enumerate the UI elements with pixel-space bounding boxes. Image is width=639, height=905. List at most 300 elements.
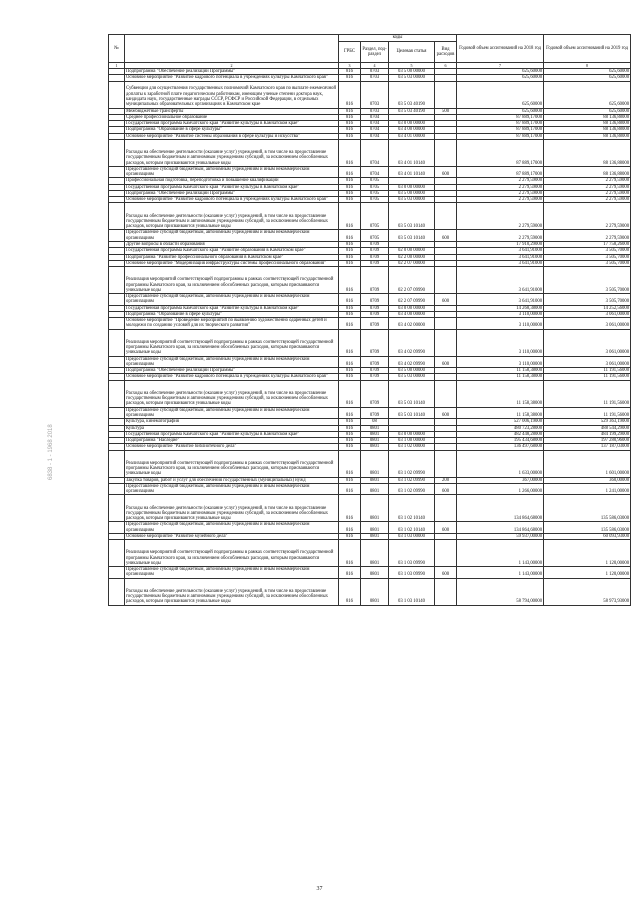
cell-grbs: 816 <box>339 81 361 108</box>
cell-section: 0801 <box>361 444 389 450</box>
cell-volume-2018: 3 641,91000 <box>457 260 544 266</box>
cell-section: 0709 <box>361 294 389 306</box>
column-number: 1 <box>109 63 125 69</box>
cell-name: Основное мероприятие "Развитие музейного дела" <box>125 533 339 539</box>
cell-section: 0705 <box>361 178 389 184</box>
cell-expense-type <box>435 450 457 477</box>
cell-grbs: 816 <box>339 533 361 539</box>
cell-section: 0709 <box>361 267 389 294</box>
table-row <box>109 203 631 230</box>
cell-volume-2019: 3 061,00000 <box>544 329 631 356</box>
cell-grbs: 816 <box>339 578 361 605</box>
column-number: 5 <box>389 63 435 69</box>
cell-target-item: 03 1 03 10140 <box>389 578 435 605</box>
cell-target-item: 02 2 07 00000 <box>389 260 435 266</box>
cell-section: 0703 <box>361 75 389 81</box>
cell-target-item: 03 1 02 09990 <box>389 483 435 495</box>
cell-volume-2019: 60 093,93000 <box>544 533 631 539</box>
cell-volume-2019: 625,60000 <box>544 108 631 114</box>
cell-name: Подпрограмма "Наследие" <box>125 438 339 444</box>
table-body <box>109 69 631 606</box>
cell-target-item: 03 5 03 00000 <box>389 75 435 81</box>
cell-expense-type <box>435 318 457 330</box>
cell-grbs: 816 <box>339 318 361 330</box>
cell-volume-2018: 482 448,28000 <box>457 431 544 437</box>
cell-section: 0709 <box>361 260 389 266</box>
cell-number <box>109 318 125 330</box>
table-row <box>109 540 631 567</box>
cell-expense-type: 600 <box>435 407 457 419</box>
table-row <box>109 522 631 534</box>
cell-name: Государственная программа Камчатского края "Развитие культуры в Камчатском крае" <box>125 184 339 190</box>
cell-expense-type: 600 <box>435 294 457 306</box>
cell-target-item: 02 2 00 00000 <box>389 254 435 260</box>
cell-grbs: 816 <box>339 311 361 317</box>
cell-volume-2018: 3 110,00000 <box>457 311 544 317</box>
cell-name: Культура, кинематография <box>125 419 339 425</box>
cell-grbs: 816 <box>339 139 361 166</box>
cell-volume-2019: 58 973,93000 <box>544 578 631 605</box>
cell-name: Предоставление субсидий бюджетным, автономным учреждениям и иным некоммерческим организациям <box>125 407 339 419</box>
cell-grbs: 816 <box>339 431 361 437</box>
cell-volume-2018: 367,00000 <box>457 477 544 483</box>
cell-volume-2019: 137 187,03000 <box>544 444 631 450</box>
cell-number <box>109 166 125 178</box>
table-row <box>109 230 631 242</box>
cell-expense-type <box>435 267 457 294</box>
cell-section: 0705 <box>361 230 389 242</box>
cell-volume-2019: 625,60000 <box>544 75 631 81</box>
table-row <box>109 329 631 356</box>
cell-grbs: 816 <box>339 425 361 431</box>
cell-grbs: 816 <box>339 483 361 495</box>
cell-name: Государственная программа Камчатского края "Развитие культуры в Камчатском крае" <box>125 305 339 311</box>
cell-volume-2018: 11 158,38000 <box>457 380 544 407</box>
cell-volume-2018: 625,60000 <box>457 75 544 81</box>
cell-section: 0703 <box>361 69 389 75</box>
cell-grbs: 816 <box>339 495 361 522</box>
cell-section: 0801 <box>361 438 389 444</box>
cell-grbs: 816 <box>339 374 361 380</box>
cell-section: 0705 <box>361 184 389 190</box>
cell-volume-2019: 3 505,70000 <box>544 260 631 266</box>
cell-number <box>109 495 125 522</box>
cell-name: Основное мероприятие "Проведение мероприятий по выявлению художественно одаренных детей и молодежи по созданию условий для их творческого развития" <box>125 318 339 330</box>
cell-number <box>109 578 125 605</box>
cell-volume-2018: 2 279,59000 <box>457 184 544 190</box>
cell-number <box>109 329 125 356</box>
cell-name: Расходы на обеспечение деятельности (оказание услуг) учреждений, в том числе на предоставление государственным бюджетным и автономным учреждениям субсидий, за исключением обособленных расходов, которым присваиваются уникальные коды <box>125 380 339 407</box>
cell-volume-2019: 1 241,00000 <box>544 483 631 495</box>
cell-grbs: 816 <box>339 230 361 242</box>
cell-volume-2018: 1 143,00000 <box>457 540 544 567</box>
header-section: Раздел, под-раздел <box>361 42 389 63</box>
cell-grbs: 816 <box>339 450 361 477</box>
cell-volume-2019: 2 279,59000 <box>544 190 631 196</box>
cell-grbs: 816 <box>339 241 361 247</box>
cell-section: 0709 <box>361 241 389 247</box>
table-row <box>109 380 631 407</box>
cell-number <box>109 540 125 567</box>
table-row <box>109 356 631 368</box>
cell-section: 08 <box>361 419 389 425</box>
cell-section: 0709 <box>361 356 389 368</box>
cell-grbs: 816 <box>339 477 361 483</box>
cell-grbs: 816 <box>339 444 361 450</box>
cell-volume-2018: 17 910,29000 <box>457 241 544 247</box>
cell-name: Подпрограмма "Развитие профессионального образования в Камчатском крае" <box>125 254 339 260</box>
cell-volume-2019: 135 586,03000 <box>544 522 631 534</box>
cell-name: Реализация мероприятий соответствующей подпрограммы в рамках соответствующей государственной программы Камчатского края, за исключением обособленных расходов, которым присваиваются уникальные коды <box>125 267 339 294</box>
cell-expense-type <box>435 139 457 166</box>
cell-volume-2019: 2 279,59000 <box>544 203 631 230</box>
table-header <box>109 35 631 69</box>
cell-grbs: 816 <box>339 407 361 419</box>
cell-grbs: 816 <box>339 567 361 579</box>
cell-section: 0704 <box>361 114 389 120</box>
cell-target-item: 03 1 03 09990 <box>389 567 435 579</box>
cell-section: 0801 <box>361 533 389 539</box>
cell-section: 0801 <box>361 522 389 534</box>
cell-name: Государственная программа Камчатского края "Развитие образования в Камчатском крае" <box>125 248 339 254</box>
cell-volume-2019: 3 505,70000 <box>544 267 631 294</box>
cell-grbs: 816 <box>339 368 361 374</box>
cell-name: Предоставление субсидий бюджетным, автономным учреждениям и иным некоммерческим организациям <box>125 356 339 368</box>
cell-section: 0801 <box>361 450 389 477</box>
cell-volume-2019: 11 191,56000 <box>544 374 631 380</box>
cell-target-item: 03 5 00 00000 <box>389 190 435 196</box>
cell-volume-2019: 3 061,00000 <box>544 318 631 330</box>
cell-target-item: 03 0 00 00000 <box>389 305 435 311</box>
cell-volume-2018: 134 864,68000 <box>457 495 544 522</box>
cell-name: Основное мероприятие "Развитие библиотечного дела" <box>125 444 339 450</box>
cell-target-item: 03 5 03 40190 <box>389 108 435 114</box>
cell-name: Другие вопросы в области образования <box>125 241 339 247</box>
cell-name: Подпрограмма "Образование в сфере культуры" <box>125 127 339 133</box>
cell-volume-2018: 87 889,17000 <box>457 166 544 178</box>
cell-expense-type <box>435 495 457 522</box>
cell-volume-2018: 1 143,00000 <box>457 567 544 579</box>
cell-volume-2018: 87 889,17000 <box>457 114 544 120</box>
cell-section: 0801 <box>361 425 389 431</box>
cell-section: 0709 <box>361 318 389 330</box>
header-volume-2019: Годовой объем ассигнований на 2019 год <box>544 35 631 63</box>
cell-target-item: 03 1 02 09990 <box>389 450 435 477</box>
cell-section: 0704 <box>361 139 389 166</box>
table-row <box>109 495 631 522</box>
cell-name: Основное мероприятие "Развитие системы образования в сфере культуры и искусства" <box>125 133 339 139</box>
cell-volume-2018: 1 266,00000 <box>457 483 544 495</box>
cell-expense-type <box>435 81 457 108</box>
cell-name: Реализация мероприятий соответствующей подпрограммы в рамках соответствующей государственной программы Камчатского края, за исключением обособленных расходов, которым присваиваются уникальные коды <box>125 329 339 356</box>
cell-target-item: 03 5 00 00000 <box>389 368 435 374</box>
cell-volume-2019: 2 279,59000 <box>544 178 631 184</box>
cell-volume-2018: 3 641,91000 <box>457 254 544 260</box>
cell-target-item: 03 5 03 00000 <box>389 374 435 380</box>
cell-volume-2018: 3 110,00000 <box>457 356 544 368</box>
cell-target-item: 03 5 03 40190 <box>389 81 435 108</box>
cell-name: Основное мероприятие "Развитие кадрового потенциала в учреждениях культуры Камчатского края" <box>125 197 339 203</box>
cell-name: Среднее профессиональное образование <box>125 114 339 120</box>
cell-target-item: 03 5 03 10140 <box>389 203 435 230</box>
cell-volume-2019: 88 136,88000 <box>544 139 631 166</box>
cell-volume-2018: 527 006,19000 <box>457 419 544 425</box>
cell-section: 0704 <box>361 127 389 133</box>
cell-name: Основное мероприятие "Модернизация инфраструктуры системы профессионального образования" <box>125 260 339 266</box>
cell-volume-2019: 3 505,70000 <box>544 248 631 254</box>
cell-volume-2018: 87 889,17000 <box>457 121 544 127</box>
cell-name: Предоставление субсидий бюджетным, автономным учреждениям и иным некоммерческим организациям <box>125 166 339 178</box>
cell-number <box>109 230 125 242</box>
cell-name: Реализация мероприятий соответствующей подпрограммы в рамках соответствующей государственной программы Камчатского края, за исключением обособленных расходов, которым присваиваются уникальные коды <box>125 450 339 477</box>
budget-table <box>108 34 631 606</box>
cell-name: Расходы на обеспечение деятельности (оказание услуг) учреждений, в том числе на предоставление государственным бюджетным и автономным учреждениям субсидий, за исключением обособленных расходов, которым присваиваются уникальные коды <box>125 139 339 166</box>
cell-number <box>109 483 125 495</box>
cell-volume-2018: 87 889,17000 <box>457 139 544 166</box>
cell-volume-2018: 11 158,38000 <box>457 407 544 419</box>
cell-volume-2019: 88 136,88000 <box>544 127 631 133</box>
cell-grbs: 816 <box>339 114 361 120</box>
table-row <box>109 578 631 605</box>
cell-number <box>109 380 125 407</box>
cell-target-item: 03 4 01 10140 <box>389 139 435 166</box>
cell-section: 0801 <box>361 540 389 567</box>
table-row <box>109 318 631 330</box>
cell-volume-2019: 3 061,00000 <box>544 356 631 368</box>
cell-volume-2018: 3 110,00000 <box>457 329 544 356</box>
cell-section: 0704 <box>361 133 389 139</box>
cell-name: Предоставление субсидий бюджетным, автономным учреждениям и иным некоммерческим организациям <box>125 522 339 534</box>
cell-volume-2019: 1 120,00000 <box>544 567 631 579</box>
cell-volume-2018: 1 633,00000 <box>457 450 544 477</box>
cell-name: Государственная программа Камчатского края "Развитие культуры в Камчатском крае" <box>125 431 339 437</box>
cell-name: Расходы на обеспечение деятельности (оказание услуг) учреждений, в том числе на предоставление государственным бюджетным и автономным учреждениям субсидий, за исключением обособленных расходов, которым присваиваются уникальные коды <box>125 495 339 522</box>
cell-target-item: 03 0 00 00000 <box>389 431 435 437</box>
cell-section: 0801 <box>361 477 389 483</box>
cell-section: 0801 <box>361 495 389 522</box>
cell-section: 0801 <box>361 483 389 495</box>
cell-expense-type: 500 <box>435 108 457 114</box>
cell-target-item: 03 5 03 10140 <box>389 407 435 419</box>
cell-volume-2019: 88 136,88000 <box>544 166 631 178</box>
cell-name: Основное мероприятие "Развитие кадрового потенциала в учреждениях культуры Камчатского края" <box>125 374 339 380</box>
cell-target-item: 02 2 07 09990 <box>389 267 435 294</box>
cell-volume-2019: 1 601,00000 <box>544 450 631 477</box>
cell-name: Предоставление субсидий бюджетным, автономным учреждениям и иным некоммерческим организациям <box>125 230 339 242</box>
cell-volume-2019: 488 544,29000 <box>544 425 631 431</box>
cell-expense-type <box>435 203 457 230</box>
cell-target-item: 03 0 00 00000 <box>389 121 435 127</box>
cell-grbs: 816 <box>339 190 361 196</box>
cell-volume-2019: 88 136,88000 <box>544 121 631 127</box>
cell-section: 0709 <box>361 374 389 380</box>
column-number: 3 <box>339 63 361 69</box>
cell-grbs: 816 <box>339 69 361 75</box>
cell-name: Государственная программа Камчатского края "Развитие культуры в Камчатском крае" <box>125 121 339 127</box>
cell-volume-2018: 11 158,38000 <box>457 374 544 380</box>
cell-grbs: 816 <box>339 178 361 184</box>
cell-name: Субвенции для осуществления государственных полномочий Камчатского края по выплате ежемесячной доплаты к заработной плате педагогическим работникам, имеющим ученые степени доктора наук, кандидата наук, государственные награды СССР, РСФСР и Российской Федерации, в отдельных муниципальных образовательных организациях в Камчатском крае <box>125 81 339 108</box>
cell-volume-2018: 3 641,91000 <box>457 248 544 254</box>
cell-grbs: 816 <box>339 380 361 407</box>
header-grbs: ГРБС <box>339 42 361 63</box>
cell-volume-2019: 1 120,00000 <box>544 540 631 567</box>
cell-volume-2019: 88 136,88000 <box>544 133 631 139</box>
cell-name: Расходы на обеспечение деятельности (оказание услуг) учреждений, в том числе на предоставление государственным бюджетным и автономным учреждениям субсидий, за исключением обособленных расходов, которым присваиваются уникальные коды <box>125 203 339 230</box>
cell-section: 0801 <box>361 567 389 579</box>
cell-expense-type: 600 <box>435 166 457 178</box>
cell-section: 0705 <box>361 197 389 203</box>
cell-volume-2018: 3 641,91000 <box>457 267 544 294</box>
cell-expense-type: 600 <box>435 567 457 579</box>
cell-expense-type: 600 <box>435 522 457 534</box>
cell-section: 0704 <box>361 121 389 127</box>
cell-name: Предоставление субсидий бюджетным, автономным учреждениям и иным некоммерческим организациям <box>125 567 339 579</box>
cell-expense-type: 600 <box>435 356 457 368</box>
cell-volume-2018: 58 794,00000 <box>457 578 544 605</box>
cell-section: 0709 <box>361 407 389 419</box>
cell-volume-2018: 87 889,17000 <box>457 127 544 133</box>
cell-name: Предоставление субсидий бюджетным, автономным учреждениям и иным некоммерческим организациям <box>125 483 339 495</box>
cell-volume-2019: 11 191,56000 <box>544 368 631 374</box>
cell-number <box>109 139 125 166</box>
cell-target-item: 03 1 02 09990 <box>389 477 435 483</box>
cell-name: Основное мероприятие "Развитие кадрового потенциала в учреждениях культуры Камчатского края" <box>125 75 339 81</box>
cell-grbs: 816 <box>339 108 361 114</box>
cell-volume-2018: 2 279,59000 <box>457 197 544 203</box>
cell-number <box>109 450 125 477</box>
cell-volume-2018: 2 279,59000 <box>457 230 544 242</box>
cell-volume-2018: 2 279,59000 <box>457 178 544 184</box>
cell-grbs: 816 <box>339 540 361 567</box>
cell-section: 0705 <box>361 190 389 196</box>
cell-grbs: 816 <box>339 248 361 254</box>
table-row <box>109 407 631 419</box>
cell-volume-2019: 197 280,96000 <box>544 438 631 444</box>
cell-name: Подпрограмма "Обеспечение реализации Программы" <box>125 368 339 374</box>
table-row <box>109 567 631 579</box>
cell-grbs: 816 <box>339 121 361 127</box>
cell-number <box>109 567 125 579</box>
cell-volume-2019: 11 191,56000 <box>544 407 631 419</box>
cell-number <box>109 522 125 534</box>
cell-grbs: 816 <box>339 267 361 294</box>
cell-target-item: 03 5 03 10140 <box>389 230 435 242</box>
cell-expense-type: 600 <box>435 483 457 495</box>
cell-grbs: 816 <box>339 184 361 190</box>
cell-expense-type <box>435 578 457 605</box>
header-volume-2018: Годовой объем ассигнований на 2018 год <box>457 35 544 63</box>
header-codes: коды <box>339 35 457 42</box>
cell-target-item: 03 4 01 00000 <box>389 133 435 139</box>
cell-target-item: 03 4 02 00000 <box>389 318 435 330</box>
cell-volume-2018: 11 158,38000 <box>457 368 544 374</box>
cell-grbs: 816 <box>339 133 361 139</box>
cell-grbs: 816 <box>339 75 361 81</box>
cell-volume-2018: 3 641,91000 <box>457 294 544 306</box>
table-row <box>109 483 631 495</box>
cell-volume-2018: 625,60000 <box>457 81 544 108</box>
cell-volume-2019: 2 279,59000 <box>544 197 631 203</box>
cell-grbs: 816 <box>339 203 361 230</box>
cell-volume-2018: 3 110,00000 <box>457 318 544 330</box>
cell-expense-type <box>435 380 457 407</box>
cell-target-item: 03 0 00 00000 <box>389 184 435 190</box>
cell-volume-2019: 3 061,00000 <box>544 311 631 317</box>
cell-grbs: 816 <box>339 356 361 368</box>
cell-target-item: 03 5 03 10140 <box>389 380 435 407</box>
table-row <box>109 81 631 108</box>
cell-name: Расходы на обеспечение деятельности (оказание услуг) учреждений, в том числе на предоставление государственным бюджетным и автономным учреждениям субсидий, за исключением обособленных расходов, которым присваиваются уникальные коды <box>125 578 339 605</box>
cell-section: 0801 <box>361 578 389 605</box>
cell-volume-2019: 625,60000 <box>544 69 631 75</box>
cell-target-item: 03 4 00 00000 <box>389 127 435 133</box>
cell-target-item: 03 5 00 00000 <box>389 69 435 75</box>
cell-grbs: 816 <box>339 197 361 203</box>
cell-volume-2018: 2 279,59000 <box>457 203 544 230</box>
cell-name: Культура <box>125 425 339 431</box>
table-row <box>109 450 631 477</box>
column-number: 2 <box>125 63 339 69</box>
table-row <box>109 166 631 178</box>
cell-grbs: 816 <box>339 419 361 425</box>
cell-name: Реализация мероприятий соответствующей подпрограммы в рамках соответствующей государственной программы Камчатского края, за исключением обособленных расходов, которым присваиваются уникальные коды <box>125 540 339 567</box>
cell-grbs: 816 <box>339 438 361 444</box>
cell-target-item: 03 1 02 10140 <box>389 495 435 522</box>
cell-number <box>109 203 125 230</box>
cell-section: 0703 <box>361 81 389 108</box>
cell-target-item: 03 4 00 00000 <box>389 311 435 317</box>
cell-expense-type <box>435 329 457 356</box>
column-number: 4 <box>361 63 389 69</box>
cell-section: 0705 <box>361 203 389 230</box>
cell-number <box>109 407 125 419</box>
cell-section: 0709 <box>361 254 389 260</box>
cell-volume-2018: 625,60000 <box>457 69 544 75</box>
cell-volume-2018: 14 268,38000 <box>457 305 544 311</box>
cell-name: Подпрограмма "Образование в сфере культуры" <box>125 311 339 317</box>
header-num: № <box>109 35 125 63</box>
cell-name: Предоставление субсидий бюджетным, автономным учреждениям и иным некоммерческим организациям <box>125 294 339 306</box>
header-target-item: Целевая статья <box>389 42 435 63</box>
cell-expense-type <box>435 540 457 567</box>
cell-section: 0709 <box>361 368 389 374</box>
header-name <box>125 35 339 63</box>
cell-target-item: 03 4 02 09990 <box>389 356 435 368</box>
table-row <box>109 267 631 294</box>
cell-volume-2019: 3 505,70000 <box>544 294 631 306</box>
cell-target-item: 03 1 02 00000 <box>389 444 435 450</box>
cell-volume-2018: 2 279,59000 <box>457 190 544 196</box>
cell-expense-type: 200 <box>435 477 457 483</box>
cell-grbs: 816 <box>339 329 361 356</box>
cell-grbs: 816 <box>339 166 361 178</box>
cell-volume-2019: 17 758,26000 <box>544 241 631 247</box>
cell-volume-2019: 484 199,29000 <box>544 431 631 437</box>
cell-number <box>109 267 125 294</box>
cell-volume-2018: 480 723,28000 <box>457 425 544 431</box>
cell-volume-2019: 135 586,03000 <box>544 495 631 522</box>
cell-volume-2018: 625,60000 <box>457 108 544 114</box>
cell-section: 0704 <box>361 166 389 178</box>
cell-name: Подпрограмма "Обеспечение реализации Программы" <box>125 190 339 196</box>
cell-volume-2019: 14 252,56000 <box>544 305 631 311</box>
column-number: 6 <box>435 63 457 69</box>
cell-volume-2018: 195 434,68000 <box>457 438 544 444</box>
cell-section: 0703 <box>361 108 389 114</box>
cell-grbs: 816 <box>339 254 361 260</box>
cell-grbs: 816 <box>339 294 361 306</box>
